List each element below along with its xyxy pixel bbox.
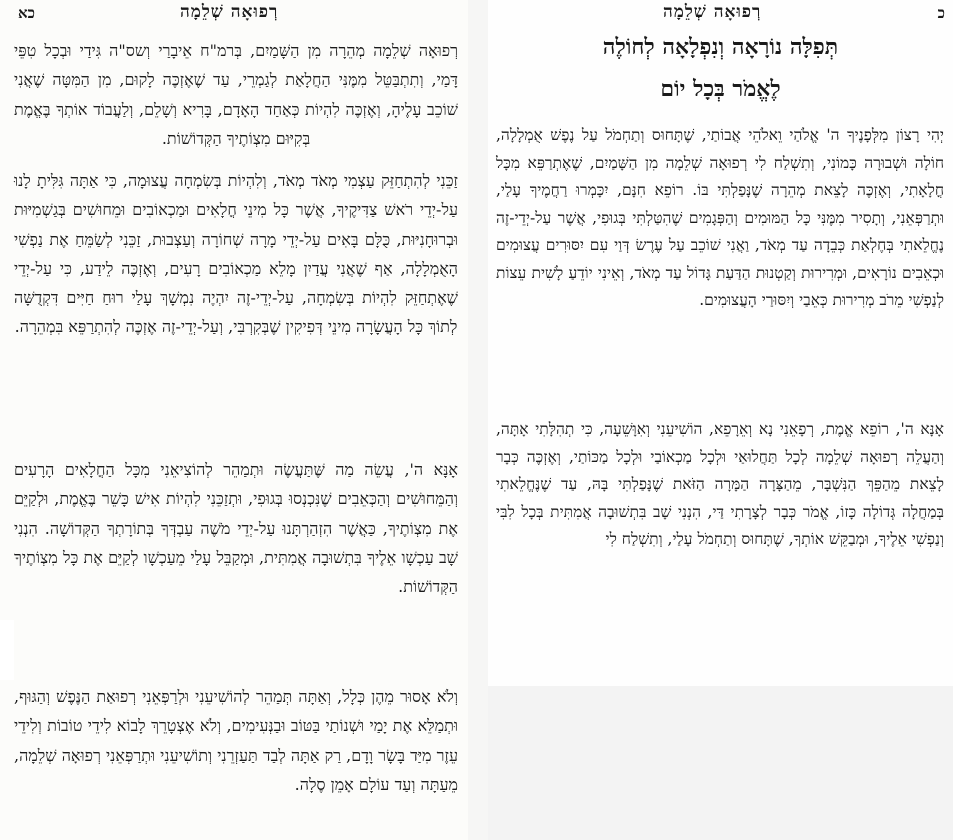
paragraph: זַכֵּנִי לְהִתְחַזֵּק עַצְמִי מְאֹד מְאֹד, וְלִהְיוֹת בְּשִׂמְחָה עֲצוּמָה, כִּי אַתָּה גִּלִּיתָ לָנוּ עַל-יְדֵי רֹאשׁ צַדִּיקֶיךָ, אֲשֶׁר כָּל מִינֵי חֳלָאִים וּמַכְאוֹבִים וּמֵחוּשִׁים בְּגַשְׁמִיּוּת וּבְרוּחָנִיּוּת, כֻּלָּם בָּאִים עַל-יְדֵי מָרָה שְׁחוֹרָה וְעַצְבוּת, זַכֵּנִי לְשַׂמֵּחַ אֶת נַפְשִׁי הָאֻמְלָלָה, אַף שֶׁאֲנִי עֲדַיִן מָלֵא מַכְאוֹבִים רָעִים, וְאֶזְכֶּה לֵידַע, כִּי עַל-יְדֵי שֶׁאֶתְחַזֵּק לִהְיוֹת בְּשִׂמְחָה, עַל-יְדֵי-זֶה יִהְיֶה נִמְשָׁךְ עָלַי רוּחַ חַיִּים דִּקְדֻשָּׁה לְתוֹךְ כָּל הָעֲשָׂרָה מִינֵי דְּפִיקִין שֶׁבְּקִרְבִּי, וְעַל-יְדֵי-זֶה אֶזְכֶּה לְהִתְרַפֵּא בִּמְהֵרָה. [14, 171, 458, 337]
running-title: רְפוּאָה שְׁלֵמָה [663, 2, 762, 22]
paragraph: וְלֹא אָסוּר מֵהֶן כְּלָל, וְאַתָּה תְּמַהֵר לְהוֹשִׁיעֵנִי וּלְרַפְּאֵנִי רְפוּאַת הַנֶּפֶשׁ וְהַגּוּף, וּתְמַלֵּא אֶת יָמַי וּשְׁנוֹתַי בַּטּוֹב וּבַנְּעִימִים, וְלֹא אֶצְטָרֵךְ לָבוֹא לִידֵי טוֹבוֹת וְלִידֵי עֵזֶר מִיַּד בָּשָׂר וָדָם, רַק אַתָּה לְבַד תַּעַזְרֵנִי וְתוֹשִׁיעֵנִי וּתְרַפְּאֵנִי רְפוּאָה שְׁלֵמָה, מֵעַתָּה וְעַד עוֹלָם אָמֵן סֶלָה. [14, 687, 459, 794]
page-header [0, 2, 468, 28]
paragraph: אָנָּא ה', עֲשֵׂה מַה שֶּׁתַּעֲשֶׂה וּתְמַהֵר לְהוֹצִיאֵנִי מִכָּל הַחֳלָאִים הָרָעִים וְהַמֵּחוּשִׁים וְהַכְּאֵבִים שֶׁנִּכְנְסוּ בְּגוּפִי, וּתְזַכֵּנִי לִהְיוֹת אִישׁ כָּשֵׁר בֶּאֱמֶת, וּלְקַיֵּם אֶת מִצְוֹתֶיךָ, כַּאֲשֶׁר הִזְהַרְתָּנוּ עַל-יְדֵי מֹשֶׁה עַבְדְּךָ בְּתוֹרָתְךָ הַקְּדוֹשָׁה. הִנְנִי שָׁב עַכְשָׁו אֵלֶיךָ בִּתְשׁוּבָה אֲמִתִּית, וּמְקַבֵּל עָלַי מֵעַכְשָׁו לְקַיֵּם אֶת כָּל מִצְוֹתֶיךָ הַקְּדוֹשׁוֹת. [14, 460, 459, 597]
prayer-subtitle: לֶאֱמֹר בְּכָל יוֹם [660, 76, 781, 102]
scan-patch [0, 620, 14, 680]
book-gutter [468, 0, 488, 840]
prayer-title: תְּפִלָּה נוֹרָאָה וְנִפְלָאָה לְחוֹלֶה [602, 34, 839, 60]
paragraph: רְפוּאָה שְׁלֵמָה מְהֵרָה מִן הַשָּׁמַיִם, בְּרמ"ח אֵיבָרַי וְשס"ה גִּידַי וּבְכָל טִפֵּי דָּמַי, וְתִתְבַּטֵּל מִמֶּנִּי הַחֲלָאַת לְגַמְרֵי, עַד שֶׁאֶזְכֶּה לָקוּם, מִן הַמִּטָּה שֶׁאֲנִי שׁוֹכֵב עָלֶיהָ, וְאֶזְכֶּה לִהְיוֹת כְּאַחַד הָאָדָם, בָּרִיא וְשָׁלֵם, וְלַעֲבוֹד אוֹתְךָ בֶּאֱמֶת בְּקִיּוּם מִצְוֹתֶיךָ הַקְּדוֹשׁוֹת. [14, 41, 458, 148]
page-number: כ [937, 4, 945, 22]
page-number: כא [18, 4, 35, 22]
left-page [0, 0, 468, 840]
running-title: רְפוּאָה שְׁלֵמָה [180, 2, 279, 22]
paragraph: יְהִי רָצוֹן מִלְּפָנֶיךָ ה' אֱלֹהַי וֵאלֹהֵי אֲבוֹתַי, שֶׁתָּחוּס וְתַחְמֹל עַל נֶפֶשׁ אֻמְלָלָה, חוֹלָה וּשְׁבוּרָה כָּמוֹנִי, וְתִשְׁלַח לִי רְפוּאָה שְׁלֵמָה מִן הַשָּׁמַיִם, שֶׁאֶתְרַפֵּא מִכָּל חֳלָאָתִי, וְאֶזְכֶּה לָצֵאת מְהֵרָה שֶׁנָּפַלְתִּי בּוֹ. רוֹפֵא חִנָּם, יִכָּמְרוּ רַחֲמֶיךָ עָלַי, וּתְרַפְּאֵנִי, וְתָסִיר מִמֶּנִּי כָּל הַמּוּמִים וְהַפְּגָמִים שֶׁהִטַּלְתִּי בְּגוּפִי, אֲשֶׁר עַל-יְדֵי-זֶה נֶחֱלֵאתִי בְּחֶלְאַת כְּבֵדָה עַד מְאֹד, וַאֲנִי שׁוֹכֵב עַל עֶרֶשׂ דְּוַי עִם יִסּוּרִים עֲצוּמִים וּכְאֵבִים נוֹרָאִים, וּמְרִירוּת וְקַטְנוּת הַדַּעַת גָּדוֹל עַד מְאֹד, וְאֵינִי יוֹדֵעַ לָשִׁית עֵצוֹת לְנַפְשִׁי מֵרֹב מְרִירוּת כְּאֵבַי וְיִסּוּרַי הָעֲצוּמִים. [496, 126, 944, 309]
page-header [488, 2, 953, 28]
scan-background [488, 686, 953, 840]
right-page [488, 0, 953, 686]
paragraph: אָנָּא ה', רוֹפֵא אֱמֶת, רְפָאֵנִי נָא וְאֵרָפֵא, הוֹשִׁיעֵנִי וְאִוָּשֵׁעָה, כִּי תְהִלָּתִי אָתָּה, וְהַעֲלֵה רְפוּאָה שְׁלֵמָה לְכָל תַּחֲלוּאַי וּלְכָל מַכְאוֹבַי וּלְכָל מַכּוֹתַי, וְאֶזְכֶּה כְּבָר לָצֵאת מֵהַפֵּךְ הַנִּשְׁבָּר, מֵהַצָּרָה הַמָּרָה הַזֹּאת שֶׁנָּפַלְתִּי בָּהּ, עַד שֶׁנֶּחֱלֵאתִי בְּמַחֲלָה גְּדוֹלָה כָּזוֹ, אֱמֹר כְּבָר לְצָרָתִי דַּי, הִנְנִי שָׁב בִּתְשׁוּבָה אֲמִתִּית בְּכָל לִבִּי וְנַפְשִׁי אֵלֶיךָ, וּמְבַקֵּשׁ אוֹתְךָ, שֶׁתָּחוּס וְתַחְמֹל עָלַי, וְתִשְׁלַח לִי [496, 420, 944, 548]
